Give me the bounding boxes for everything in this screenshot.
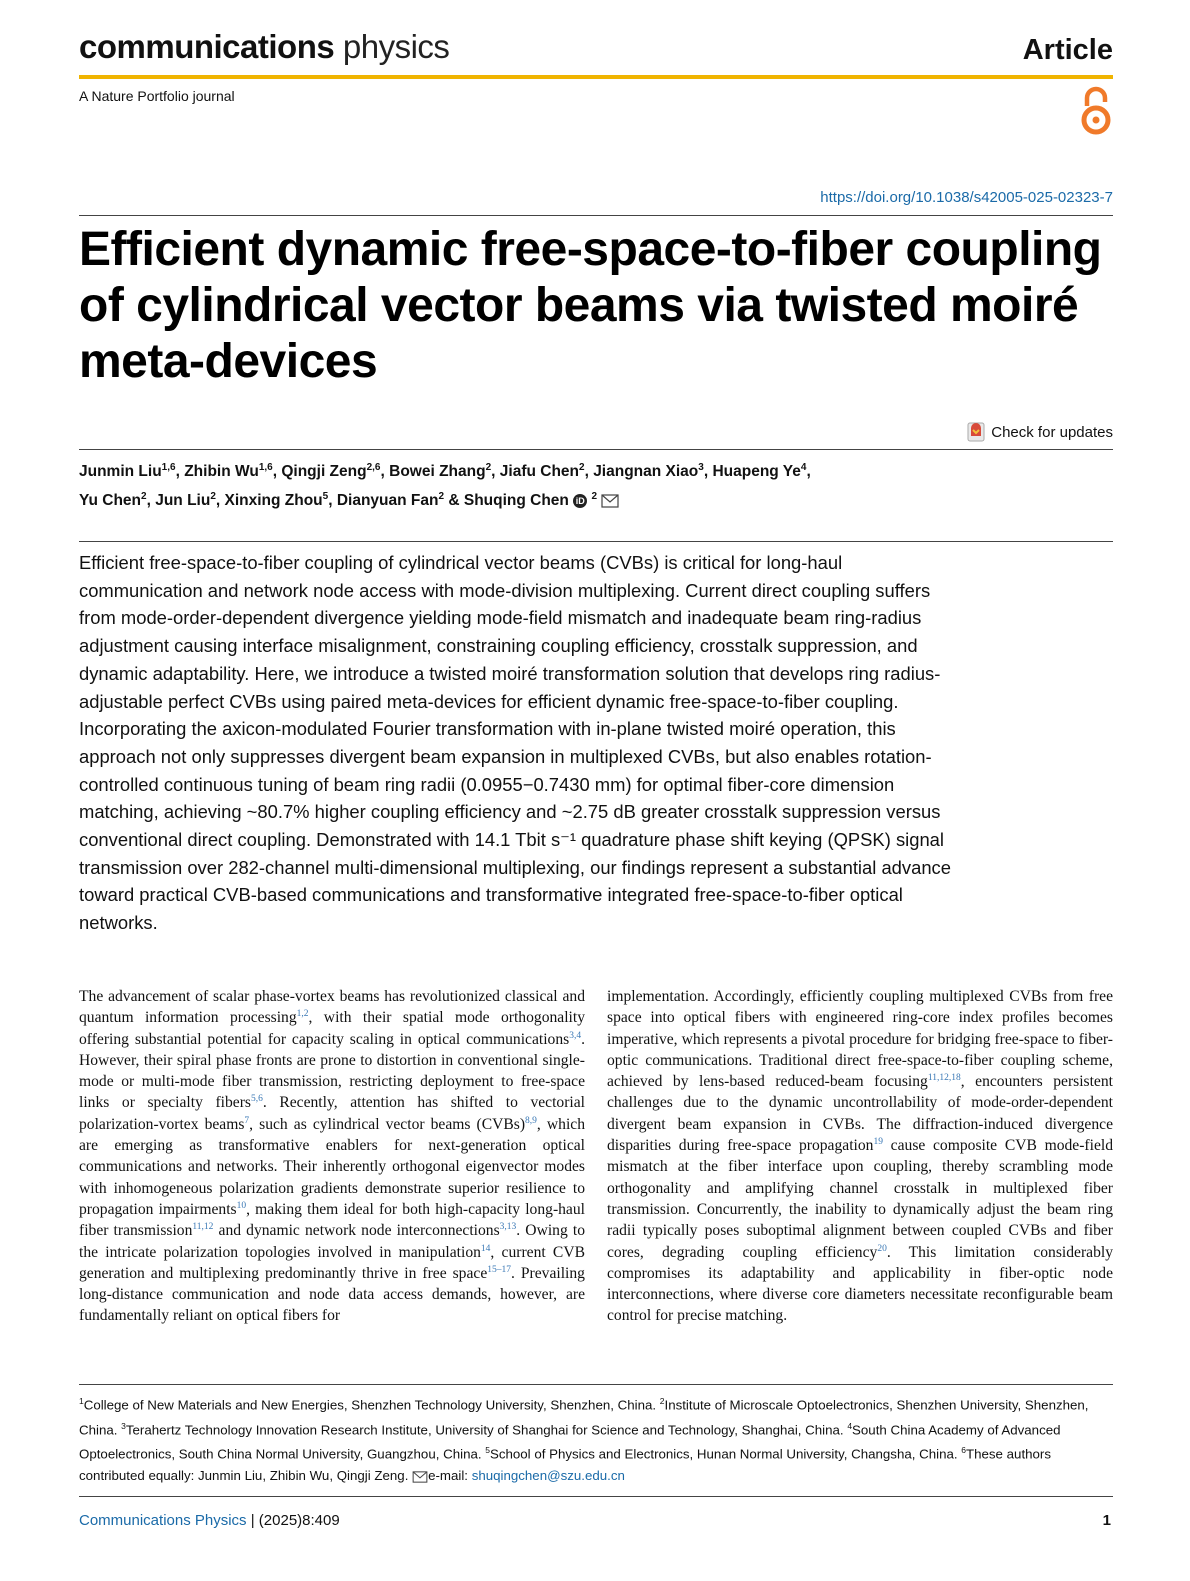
affiliation-number: 6 — [961, 1445, 966, 1456]
orcid-icon[interactable]: iD — [573, 494, 587, 508]
page-number: 1 — [1102, 1512, 1111, 1529]
author-name: Qingji Zeng — [281, 463, 367, 481]
author-affiliation-marker: 2 — [485, 462, 492, 473]
body-text: . However, their spiral phase fronts are prone to distortion in conventional single-mode or multi-mode fiber transmission, restricting deployment to free-space links or specialty fibers — [79, 1030, 585, 1112]
doi-link[interactable]: https://doi.org/10.1038/s42005-025-02323-7 — [820, 189, 1113, 206]
citation-ref[interactable]: 1,2 — [296, 1009, 309, 1020]
portfolio-label: A Nature Portfolio journal — [79, 88, 235, 104]
check-updates-label: Check for updates — [991, 423, 1113, 441]
affiliation-text: South China Academy of Advanced Optoelectronics, South China Normal University, Guangzhou, China. — [79, 1422, 1061, 1462]
author-name: Junmin Liu — [79, 463, 162, 481]
footer-rule — [79, 1496, 1113, 1497]
author-name: Zhibin Wu — [184, 463, 259, 481]
author-affiliation-marker: 1,6 — [258, 462, 273, 473]
author-name: Jiangnan Xiao — [593, 463, 699, 481]
citation-ref[interactable]: 14 — [480, 1243, 491, 1254]
email-label: e-mail: — [428, 1468, 472, 1484]
affiliations-rule — [79, 1384, 1113, 1385]
citation-ref[interactable]: 7 — [244, 1115, 250, 1126]
footer-journal-name[interactable]: Communications Physics — [79, 1512, 247, 1529]
author-affiliation-marker: 3 — [698, 462, 704, 473]
citation-ref[interactable]: 11,12 — [192, 1222, 214, 1233]
citation-ref[interactable]: 5,6 — [250, 1094, 263, 1105]
footer-citation — [79, 1512, 340, 1529]
affiliation-number: 5 — [485, 1445, 490, 1456]
affiliation-number: 1 — [79, 1396, 84, 1406]
affiliations — [79, 1391, 1113, 1486]
author-name: Dianyuan Fan — [336, 492, 439, 510]
body-text: cause composite CVB mode-field mismatch at the fiber interface upon coupling, thereby scrambling mode orthogonality and amplifying channel crosstalk in multiplexed fiber transmission. Concurrently, the inability to dynamically adjust the beam ring radii typically poses suboptimal alignment between coupled CVBs and fiber cores, degrading coupling efficiency — [607, 1137, 1113, 1261]
author-name: Bowei Zhang — [389, 463, 486, 481]
affiliation-text: These authors contributed equally: Junmin Liu, Zhibin Wu, Qingji Zeng. — [79, 1446, 1052, 1484]
affiliation-number: 4 — [847, 1420, 853, 1431]
abstract-top-rule — [79, 541, 1113, 542]
body-text: . Recently, attention has shifted to vectorial polarization-vortex beams — [79, 1094, 585, 1133]
body-text: The advancement of scalar phase-vortex beams has revolutionized classical and quantum information processing — [79, 988, 585, 1027]
citation-ref[interactable]: 10 — [236, 1200, 247, 1211]
author-affiliation-marker: 4 — [800, 462, 807, 473]
author-affiliation-marker: 5 — [322, 491, 329, 503]
affiliation-text: School of Physics and Electronics, Hunan Normal University, Changsha, China. — [489, 1446, 962, 1462]
body-text: , current CVB generation and multiplexing predominantly thrive in free space — [79, 1243, 585, 1282]
author-affiliation-marker: 1,6 — [161, 462, 176, 473]
body-text: . This limitation considerably compromises its adaptability and applicability in fiber-optic node interconnections, where diverse core diameters necessitate reconfigurable beam control for precise matching. — [607, 1243, 1113, 1325]
footer-volume: | (2025)8:409 — [246, 1512, 340, 1529]
citation-ref[interactable]: 15–17 — [487, 1264, 511, 1275]
author-name: Yu Chen — [79, 492, 142, 510]
author-affiliation-marker: 2 — [579, 462, 585, 473]
mail-icon — [412, 1471, 428, 1483]
affiliation-number: 3 — [121, 1420, 126, 1431]
affiliation-text: Terahertz Technology Innovation Research Institute, University of Shanghai for Science and Technology, Shanghai, China. — [125, 1422, 848, 1438]
affiliation-text: Institute of Microscale Optoelectronics, Shenzhen University, Shenzhen, China. — [79, 1397, 1089, 1438]
citation-ref[interactable]: 3,4 — [569, 1030, 582, 1041]
body-column-1 — [79, 986, 585, 1327]
author-name: Shuqing Chen — [463, 492, 569, 510]
body-text: , making them ideal for both high-capacity long-haul fiber transmission — [79, 1200, 585, 1240]
email-link[interactable]: shuqingchen@szu.edu.cn — [471, 1468, 625, 1484]
author-affiliation-marker: 2,6 — [366, 462, 381, 473]
author-affiliation-marker: 2 — [438, 491, 445, 503]
author-affiliation-marker: 2 — [210, 491, 216, 503]
check-updates-icon — [967, 422, 985, 442]
article-title: Efficient dynamic free-space-to-fiber coupling of cylindrical vector beams via twisted moiré meta-devices — [79, 223, 1102, 388]
journal-name-light: physics — [342, 28, 450, 65]
citation-ref[interactable]: 3,13 — [499, 1222, 517, 1233]
author-affiliation-marker: 2 — [591, 491, 598, 503]
header-rule — [79, 75, 1113, 79]
author-name: Huapeng Ye — [712, 463, 801, 481]
body-text: and dynamic network node interconnections — [213, 1222, 500, 1240]
body-text: , with their spatial mode orthogonality offering substantial potential for capacity scaling in optical communications — [79, 1009, 586, 1048]
citation-ref[interactable]: 8,9 — [525, 1115, 537, 1126]
body-column-2 — [607, 986, 1113, 1327]
abstract: Efficient free-space-to-fiber coupling of cylindrical vector beams (CVBs) is critical for long-haul communication and network node access with mode-division multiplexing. Current direct coupling suffers from mode-order-dependent divergence yielding mode-field mismatch and inadequate beam ring-radius adjustment causing interface misalignment, constraining coupling efficiency, crosstalk suppression, and dynamic adaptability. Here, we introduce a twisted moiré transformation solution that develops ring radius-adjustable perfect CVBs using paired meta-devices for efficient dynamic free-space-to-fiber coupling. Incorporating the axicon-modulated Fourier transformation with in-plane twisted moiré operation, this approach not only suppresses divergent beam expansion in multiplexed CVBs, but also enables rotation-controlled continuous tuning of beam ring radii (0.0955−0.7430 mm) for optimal fiber-core dimension matching, achieving ~80.7% higher coupling efficiency and ~2.75 dB greater crosstalk suppression versus conventional direct coupling. Demonstrated with 14.1 Tbit s⁻¹ quadrature phase shift keying (QPSK) signal transmission over 282-channel multi-dimensional multiplexing, our findings represent a substantial advance toward practical CVB-based communications and transformative integrated free-space-to-fiber optical networks. — [79, 552, 951, 934]
body-text: , such as cylindrical vector beams (CVBs) — [249, 1115, 526, 1133]
citation-ref[interactable]: 11,12,18 — [927, 1073, 961, 1083]
open-access-icon[interactable] — [1078, 86, 1114, 136]
citation-ref[interactable]: 20 — [877, 1243, 887, 1254]
affiliation-number: 2 — [659, 1396, 665, 1406]
article-type-label: Article — [1022, 34, 1113, 66]
body-text: , which are emerging as transformative enablers for next-generation optical communications and networks. Their inherently orthogonal eigenvector modes with inhomogeneous polarization gradients demonstrate superior resilience to propagation impairments — [79, 1115, 585, 1218]
affiliation-text: College of New Materials and New Energies, Shenzhen Technology University, Shenzhen, China. — [83, 1397, 660, 1413]
author-name: Jun Liu — [155, 492, 211, 510]
author-name: Jiafu Chen — [499, 463, 579, 481]
mail-icon[interactable] — [601, 494, 619, 508]
author-name: Xinxing Zhou — [224, 492, 323, 510]
citation-ref[interactable]: 19 — [873, 1136, 883, 1147]
body-text: implementation. Accordingly, efficiently coupling multiplexed CVBs from free space into optical fibers with engineered ring-core index profiles becomes imperative, which represents a pivotal procedure for bridging free-space to fiber-optic communications. Traditional direct free-space-to-fiber coupling scheme, achieved by lens-based reduced-beam focusing — [607, 988, 1113, 1091]
doi-rule — [79, 215, 1113, 216]
journal-name-bold: communications — [79, 28, 335, 65]
body-text: . Prevailing long-distance communication and node data access demands, however, are fundamentally reliant on optical fibers for — [79, 1264, 585, 1325]
author-affiliation-marker: 2 — [141, 491, 147, 503]
author-list: Junmin Liu$^{1,6}$, Zhibin Wu$^{1,6}$, Qingji Zeng$^{2,6}$, Bowei Zhang$^2$, Jiafu Chen$^2$, Jiangnan Xiao$^3$, Huapeng Ye$^4$, Yu Chen$^2$, Jun Liu$^2$, Xinxing Zhou$^5$, Dianyuan Fan$^2$ & Shuqing Chen iD $^2$ — [79, 462, 811, 510]
check-updates-button[interactable] — [967, 422, 1113, 442]
authors-top-rule — [79, 449, 1113, 450]
journal-name — [79, 28, 449, 66]
body-text: . Owing to the intricate polarization topologies involved in manipulation — [79, 1222, 585, 1261]
body-text: , encounters persistent challenges due to the dynamic uncontrollability of mode-order-dependent divergent beam expansion in CVBs. The diffraction-induced divergence disparities during free-space propagation — [607, 1073, 1113, 1155]
